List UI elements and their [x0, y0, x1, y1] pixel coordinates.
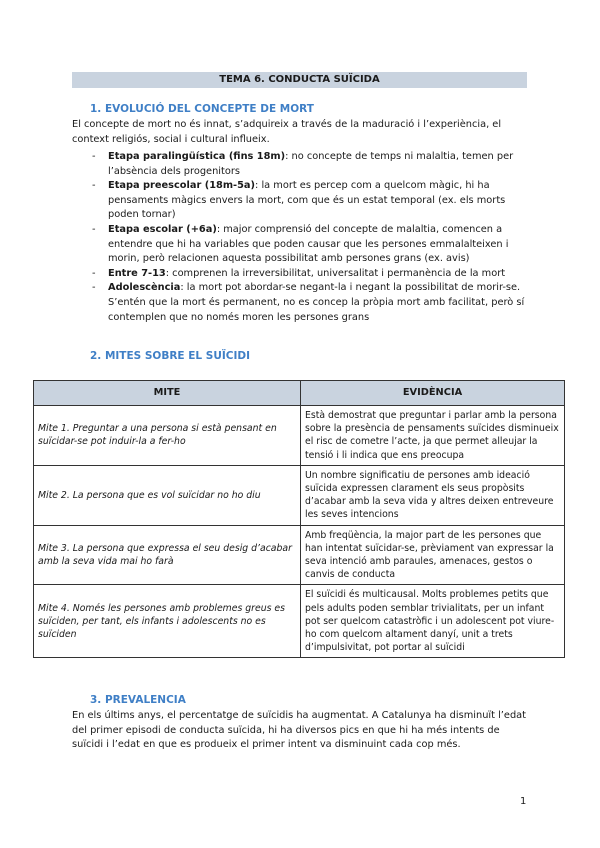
evidencia-cell: El suïcidi és multicausal. Molts problemes petits que pels adults poden semblar trivialitats, per un infant pot ser quelcom catastròfic i un adolescent pot viure-ho com quelcom altament danyí, unit a trets d’impulsivitat, pot portar al suïcidi — [301, 585, 565, 658]
evidencia-cell: Un nombre significatiu de persones amb ideació suïcida expressen clarament els seus propòsits d’acabar amb la seva vida y altres deixen entreveure les seves intencions — [301, 465, 565, 525]
table-row — [34, 465, 565, 525]
mite-cell: Mite 1. Preguntar a una persona si està pensant en suïcidar-se pot induir-la a fer-ho — [34, 406, 301, 466]
mite-cell: Mite 2. La persona que es vol suïcidar no ho diu — [34, 465, 301, 525]
document-title: TEMA 6. CONDUCTA SUÏCIDA — [72, 72, 527, 88]
table-row — [34, 585, 565, 658]
column-header-mite: MITE — [34, 381, 301, 406]
column-header-evidencia: EVIDÈNCIA — [301, 381, 565, 406]
list-item: - Etapa paralingüística (fins 18m): no concepte de temps ni malaltia, temen per l’absència dels progenitors — [72, 150, 528, 179]
mite-cell: Mite 3. La persona que expressa el seu desig d’acabar amb la seva vida mai ho farà — [34, 525, 301, 585]
section-3-text: En els últims anys, el percentatge de suïcidis ha augmentat. A Catalunya ha disminuït l’edat del primer episodi de conducta suïcida, hi ha diversos pics en que hi ha més intents de suïcidi i l’edat en que es produeix el primer intent va disminuint cada cop més. — [72, 710, 527, 751]
list-item: - Etapa preescolar (18m-5a): la mort es percep com a quelcom màgic, hi ha pensaments màgics envers la mort, com que és un estat temporal (ex. els morts poden tornar) — [72, 179, 528, 223]
stages-list — [72, 150, 528, 325]
evidencia-cell: Amb freqüència, la major part de les persones que han intentat suïcidar-se, prèviament van expressar la seva intenció amb paraules, amenaces, gestos o canvis de conducta — [301, 525, 565, 585]
list-item: - Etapa escolar (+6a): major comprensió del concepte de malaltia, comencen a entendre que hi ha variables que poden causar que les persones emmalalteixen i morin, però relacionen aquesta possibilitat amb persones grans (ex. avis) — [72, 223, 528, 267]
list-item: - Entre 7-13: comprenen la irreversibilitat, universalitat i permanència de la mort — [72, 267, 528, 282]
section-2-heading: 2. MITES SOBRE EL SUÏCIDI — [90, 350, 251, 362]
page-number: 1 — [520, 796, 527, 807]
table-row — [34, 525, 565, 585]
section-3-heading: 3. PREVALENCIA — [90, 694, 186, 706]
table-row — [34, 406, 565, 466]
evidencia-cell: Està demostrat que preguntar i parlar amb la persona sobre la presència de pensaments suïcides disminueix el risc de cometre l’acte, ja que permet alleujar la tensió i li indica que ens preocupa — [301, 406, 565, 466]
section-1-intro: El concepte de mort no és innat, s’adquireix a través de la maduració i l’experiència, el context religiós, social i cultural influeix. — [72, 119, 502, 145]
myths-table — [33, 380, 565, 658]
list-item: - Adolescència: la mort pot abordar-se negant-la i negant la possibilitat de morir-se. S’entén que la mort és permanent, no es concep la pròpia mort amb facilitat, però sí contemplen que no només moren les persones grans — [72, 281, 528, 325]
mite-cell: Mite 4. Només les persones amb problemes greus es suïciden, per tant, els infants i adolescents no es suïciden — [34, 585, 301, 658]
section-1-heading: 1. EVOLUCIÓ DEL CONCEPTE DE MORT — [90, 103, 314, 115]
